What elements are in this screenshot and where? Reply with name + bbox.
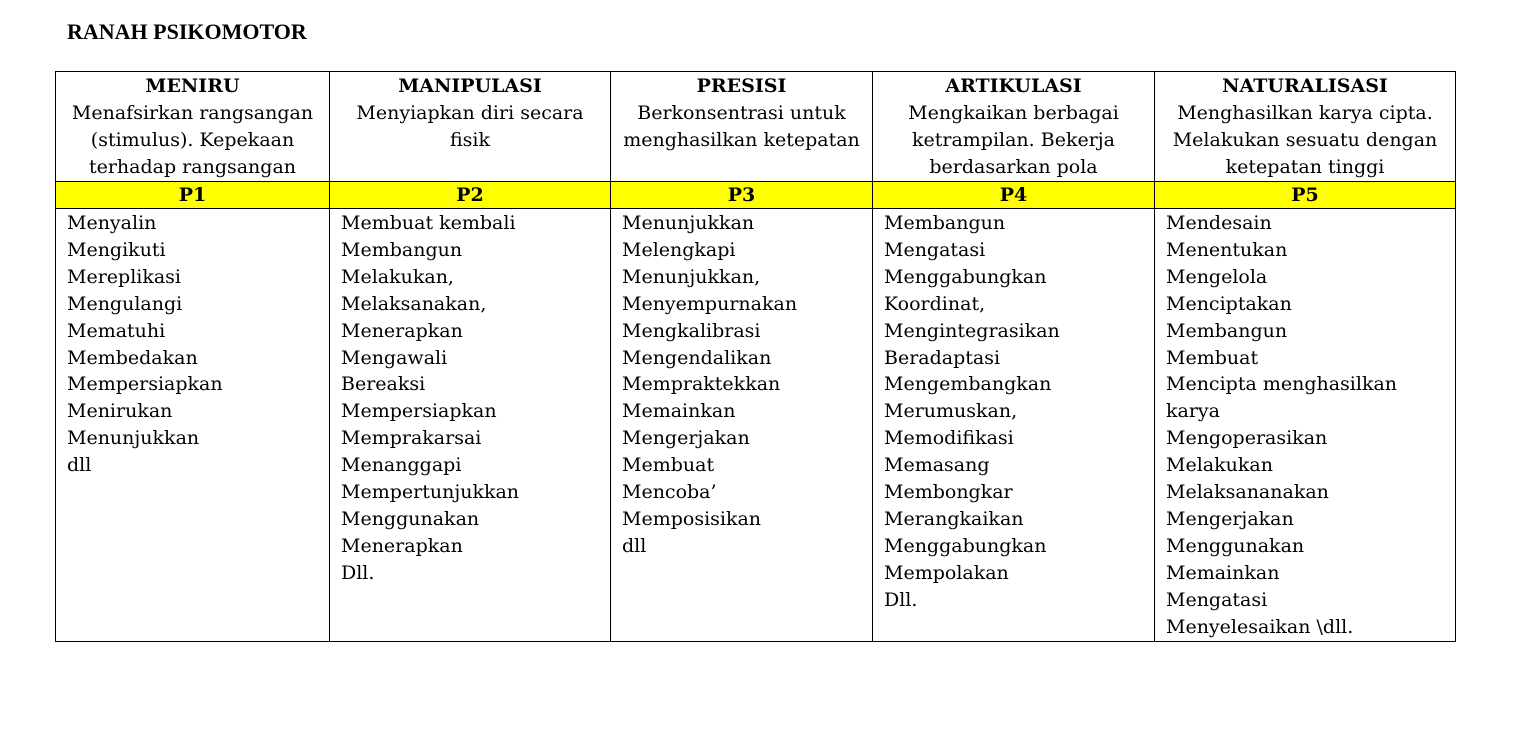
verb-item: Memainkan (622, 400, 736, 423)
verb-item: Mengembangkan (884, 373, 1052, 396)
verbs-row (56, 209, 1456, 642)
verb-item: Mencipta menghasilkan (1166, 373, 1398, 396)
category-description: Berkonsentrasi untuk menghasilkan ketepatan (623, 102, 860, 151)
verb-list (67, 210, 329, 479)
verb-item: Dll. (884, 588, 918, 611)
verb-item: Menerapkan (341, 534, 463, 557)
verb-item: Menunjukkan (67, 427, 200, 450)
verb-item: Mengulangi (67, 292, 183, 315)
verb-item: Menunjukkan, (622, 265, 761, 288)
verb-item: Mengerjakan (622, 427, 750, 450)
verbs-cell-presisi (611, 209, 873, 642)
category-description: Menghasilkan karya cipta. Melakukan sesuatu dengan ketepatan tinggi (1172, 102, 1438, 178)
verb-item: Mempertunjukkan (341, 481, 520, 504)
category-description: Menafsirkan rangsangan (stimulus). Kepekaan terhadap rangsangan (71, 102, 314, 178)
header-cell-meniru (56, 72, 330, 182)
verb-item: Mempolakan (884, 561, 1009, 584)
verb-item: Mengelola (1166, 265, 1268, 288)
verb-item: Membangun (341, 238, 463, 261)
verb-item: Mematuhi (67, 319, 166, 342)
verb-item: Menggabungkan (884, 265, 1047, 288)
verb-item: Mengoperasikan (1166, 427, 1328, 450)
category-name: NATURALISASI (1222, 75, 1388, 97)
category-name: MENIRU (145, 75, 240, 97)
verb-item: Dll. (341, 561, 375, 584)
verb-item: Menggunakan (341, 507, 480, 530)
verb-item: Menunjukkan (622, 212, 755, 234)
verb-item: Menciptakan (1166, 292, 1292, 315)
verb-list (884, 210, 1154, 614)
verb-item: Mencoba’ (622, 481, 717, 504)
verb-list (1166, 210, 1455, 641)
verb-item: Menyelesaikan \dll. (1166, 615, 1354, 638)
verb-item: Mengikuti (67, 238, 166, 261)
category-name: PRESISI (696, 75, 787, 97)
verb-item: Mengerjakan (1166, 507, 1294, 530)
verb-item: Menerapkan (341, 319, 463, 342)
verb-item: Memasang (884, 454, 990, 477)
category-header-row (56, 72, 1456, 182)
verb-item: Merangkaikan (884, 507, 1024, 530)
page-title: RANAH PSIKOMOTOR (67, 19, 307, 44)
verb-item: Mengatasi (1166, 588, 1268, 611)
verb-item: Membangun (1166, 319, 1288, 342)
verb-item: Memodifikasi (884, 427, 1014, 450)
level-code-row (56, 182, 1456, 209)
verbs-cell-naturalisasi (1155, 209, 1456, 642)
header-cell-artikulasi (873, 72, 1155, 182)
verb-item: Merumuskan, (884, 400, 1018, 423)
verbs-cell-meniru (56, 209, 330, 642)
verb-item: Mengintegrasikan (884, 319, 1060, 342)
verb-item: Mengkalibrasi (622, 319, 761, 342)
verb-item: Membuat (622, 454, 715, 477)
verb-list (622, 210, 872, 560)
level-code-p4: P4 (873, 182, 1155, 209)
category-name: ARTIKULASI (945, 75, 1082, 97)
verb-item: Mempersiapkan (67, 373, 223, 396)
verb-item: Mengatasi (884, 238, 986, 261)
verb-item: Memprakarsai (341, 427, 482, 450)
verb-item: Memainkan (1166, 561, 1280, 584)
verb-item: Membedakan (67, 346, 198, 369)
verb-item: Membuat (1166, 346, 1259, 369)
verb-item: Menyalin (67, 212, 157, 234)
verb-item: dll (622, 534, 647, 557)
verb-item: Melaksananakan (1166, 481, 1329, 504)
verb-item: Mengawali (341, 346, 448, 369)
category-name: MANIPULASI (398, 75, 542, 97)
verb-item: Mempersiapkan (341, 400, 497, 423)
category-description: Mengkaikan berbagai ketrampilan. Bekerja berdasarkan pola (908, 102, 1119, 178)
verb-item: Menirukan (67, 400, 173, 423)
verb-item: Membuat kembali (341, 212, 516, 234)
verbs-cell-artikulasi (873, 209, 1155, 642)
header-cell-manipulasi (330, 72, 611, 182)
verb-item: karya (1166, 400, 1220, 423)
verb-item: Mendesain (1166, 212, 1272, 234)
verb-item: Beradaptasi (884, 346, 1001, 369)
verb-item: Melakukan (1166, 454, 1273, 477)
verb-item: Menggunakan (1166, 534, 1305, 557)
verb-item: Melengkapi (622, 238, 736, 261)
verb-item: Bereaksi (341, 373, 426, 396)
category-description: Menyiapkan diri secara fisik (356, 102, 584, 151)
verbs-cell-manipulasi (330, 209, 611, 642)
verb-item: Melaksanakan, (341, 292, 487, 315)
level-code-p3: P3 (611, 182, 873, 209)
header-cell-presisi (611, 72, 873, 182)
verb-item: Membangun (884, 212, 1006, 234)
psychomotor-taxonomy-table (55, 71, 1456, 642)
verb-item: Menanggapi (341, 454, 462, 477)
level-code-p5: P5 (1155, 182, 1456, 209)
verb-item: Menentukan (1166, 238, 1288, 261)
verb-item: Mengendalikan (622, 346, 772, 369)
level-code-p1: P1 (56, 182, 330, 209)
verb-item: Koordinat, (884, 292, 986, 315)
verb-item: Mempraktekkan (622, 373, 781, 396)
verb-item: Memposisikan (622, 507, 762, 530)
verb-item: Menyempurnakan (622, 292, 798, 315)
verb-item: Menggabungkan (884, 534, 1047, 557)
verb-item: dll (67, 454, 92, 477)
verb-item: Mereplikasi (67, 265, 182, 288)
verb-list (341, 210, 610, 587)
level-code-p2: P2 (330, 182, 611, 209)
verb-item: Melakukan, (341, 265, 454, 288)
verb-item: Membongkar (884, 481, 1013, 504)
header-cell-naturalisasi (1155, 72, 1456, 182)
